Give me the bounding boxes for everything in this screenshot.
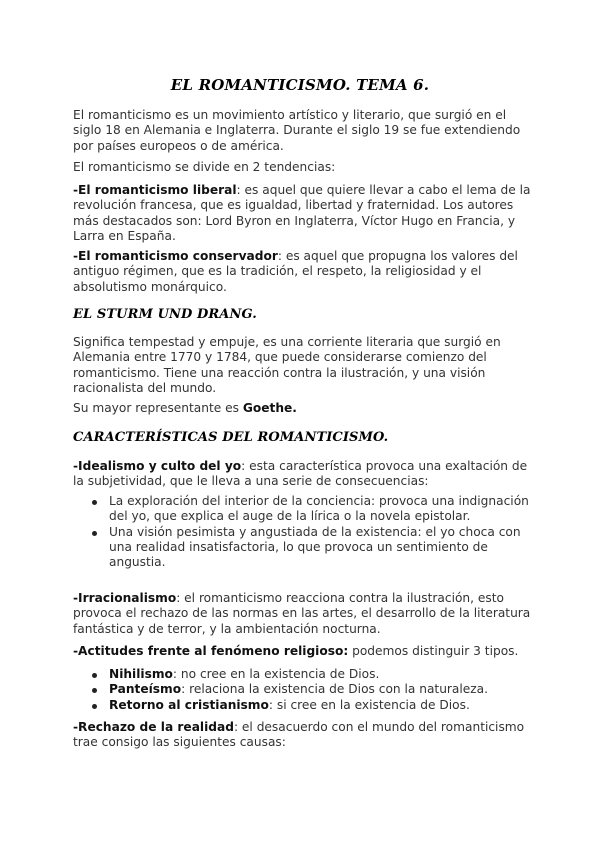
cristianismo-text: : si cree en la existencia de Dios. xyxy=(268,697,470,712)
panteismo-term: Panteísmo xyxy=(109,682,182,697)
irracionalismo-paragraph xyxy=(73,591,533,637)
list-item xyxy=(73,667,533,682)
religioso-term: -Actitudes frente al fenómeno religioso: xyxy=(73,644,349,658)
page-title: EL ROMANTICISMO. TEMA 6. xyxy=(170,76,430,94)
nihilismo-term: Nihilismo xyxy=(109,667,173,681)
religioso-list xyxy=(73,667,533,713)
list-item xyxy=(73,682,533,697)
representante-name: Goethe. xyxy=(242,401,297,415)
idealismo-term: -Idealismo y culto del yo xyxy=(73,459,242,473)
representante-text: Su mayor representante es xyxy=(73,401,243,415)
intro-paragraph: El romanticismo es un movimiento artístico y literario, que surgió en el siglo 18 en Alemania e Inglaterra. Durante el siglo 19 se fue extendiendo por países europeos o de américa. xyxy=(73,108,521,153)
liberal-text: : es aquel que quiere llevar a cabo el lema de la revolución francesa, que es igualdad, libertad y fraternidad. Los autores más destacados son: Lord Byron en Inglaterra, Víctor Hugo en Francia, y Larra en España. xyxy=(73,183,531,243)
cristianismo-term: Retorno al cristianismo xyxy=(109,697,269,712)
rechazo-text: : el desacuerdo con el mundo del romanticismo trae consigo las siguientes causas: xyxy=(73,720,525,750)
idealismo-text: : esta característica provoca una exaltación de la subjetividad, que le lleva a una serie de consecuencias: xyxy=(73,459,528,489)
liberal-paragraph xyxy=(73,183,533,244)
caracteristicas-heading: CARACTERÍSTICAS DEL ROMANTICISMO. xyxy=(73,430,389,445)
conservador-paragraph xyxy=(73,249,533,295)
idealismo-paragraph xyxy=(73,459,533,490)
tendencias-paragraph: El romanticismo se divide en 2 tendencias: xyxy=(73,160,336,174)
religioso-paragraph xyxy=(73,644,533,659)
nihilismo-text: : no cree en la existencia de Dios. xyxy=(172,667,380,681)
liberal-term: -El romanticismo liberal xyxy=(73,183,237,197)
sturm-paragraph: Significa tempestad y empuje, es una corriente literaria que surgió en Alemania entre 1770 y 1784, que puede considerarse comienzo del romanticismo. Tiene una reacción contra la ilustración, y una visión racionalista del mundo. xyxy=(73,335,501,395)
rechazo-term: -Rechazo de la realidad xyxy=(73,720,234,734)
rechazo-paragraph xyxy=(73,720,533,751)
idealismo-list xyxy=(73,494,533,570)
conservador-term: -El romanticismo conservador xyxy=(73,249,278,263)
irracionalismo-text: : el romanticismo reacciona contra la ilustración, esto provoca el rechazo de las normas en las artes, el desarrollo de la literatura fantástica y de terror, y la ambientación nocturna. xyxy=(73,591,531,636)
representante-paragraph xyxy=(73,401,533,416)
panteismo-text: : relaciona la existencia de Dios con la naturaleza. xyxy=(181,682,489,697)
religioso-text: podemos distinguir 3 tipos. xyxy=(348,644,519,658)
irracionalismo-term: -Irracionalismo xyxy=(73,591,177,605)
conservador-text: : es aquel que propugna los valores del antiguo régimen, que es la tradición, el respeto, la religiosidad y el absolutismo monárquico. xyxy=(73,249,518,294)
sturm-heading: EL STURM UND DRANG. xyxy=(73,307,257,322)
list-item: La exploración del interior de la conciencia: provoca una indignación del yo, que explica el auge de la lírica o la novela epistolar. xyxy=(73,494,533,525)
list-item: Una visión pesimista y angustiada de la existencia: el yo choca con una realidad insatisfactoria, lo que provoca un sentimiento de angustia. xyxy=(73,525,533,571)
list-item xyxy=(73,698,533,713)
